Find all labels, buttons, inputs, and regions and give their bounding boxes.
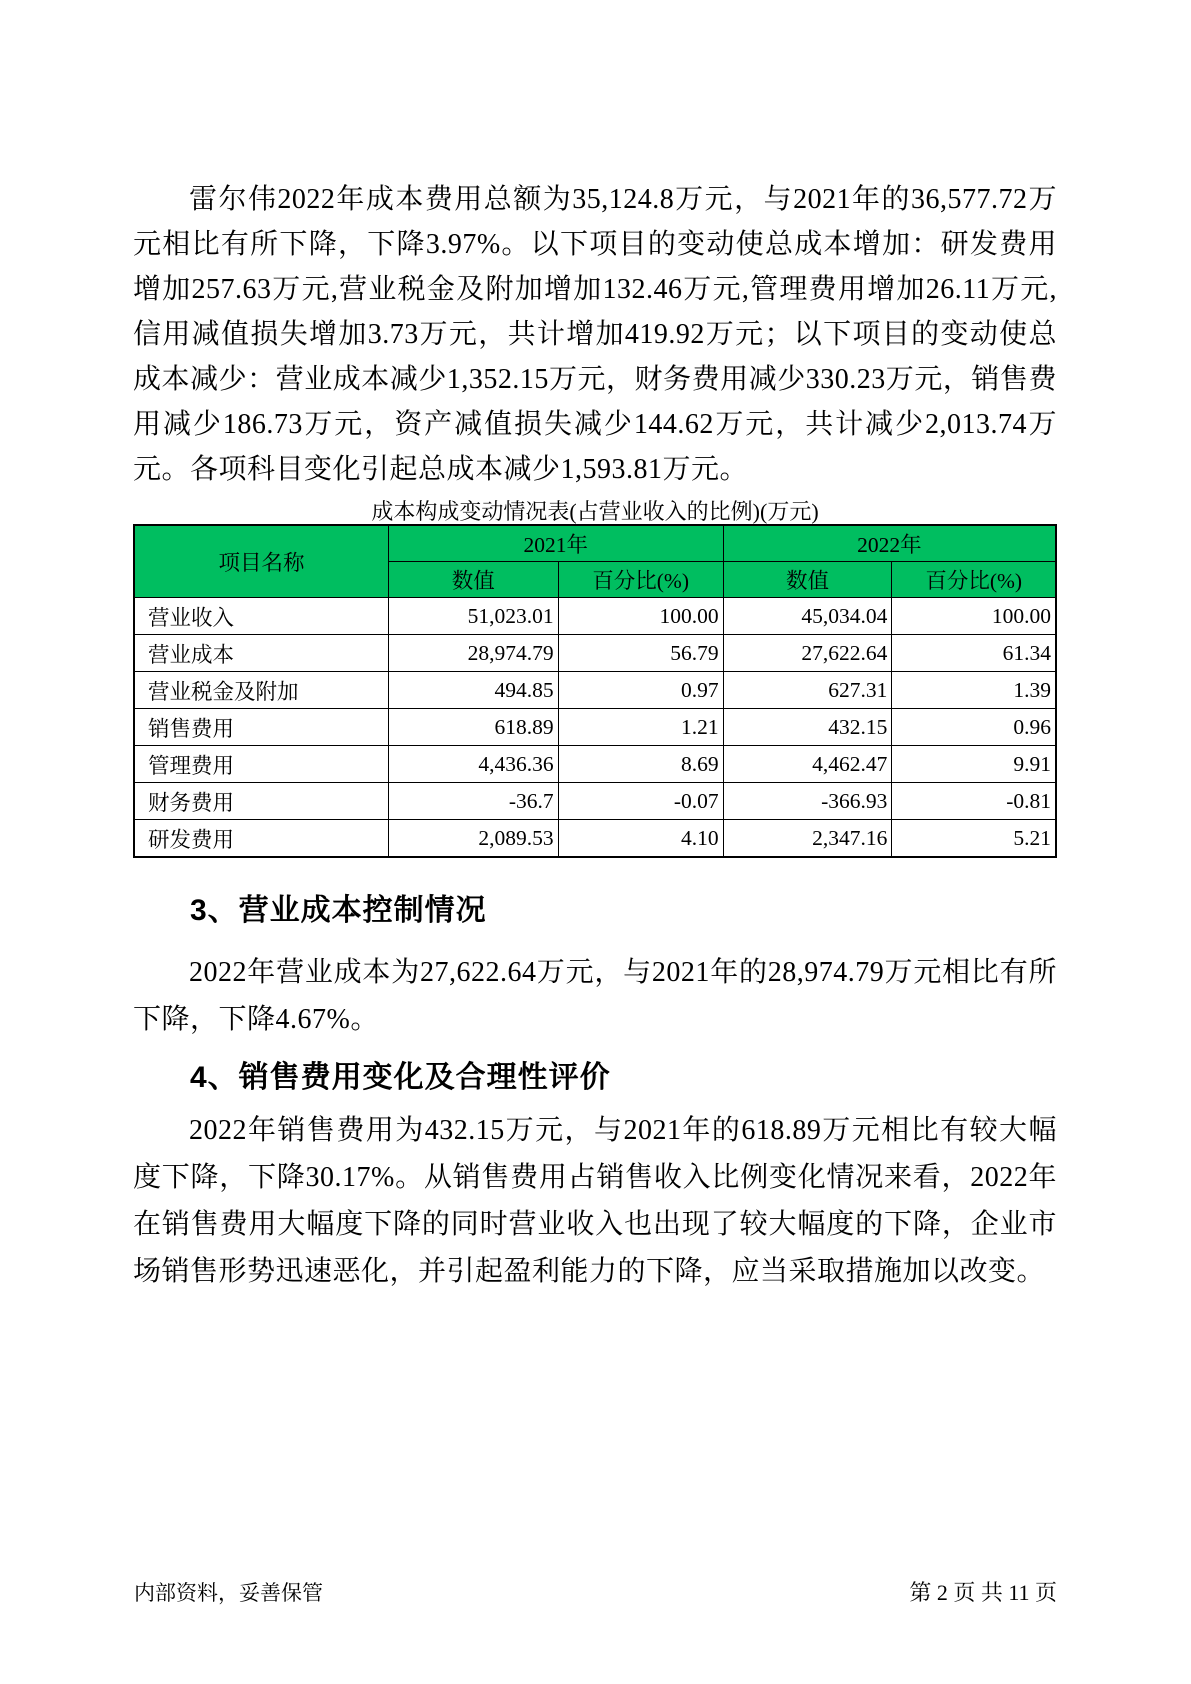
value-2022: 2,347.16 [723,820,892,858]
table-row [134,709,1056,746]
selling-expense-paragraph: 2022年销售费用为432.15万元，与2021年的618.89万元相比有较大幅度下降，下降30.17%。从销售费用占销售收入比例变化情况来看，2022年在销售费用大幅度下降的同时营业收入也出现了较大幅度的下降，企业市场销售形势迅速恶化，并引起盈利能力的下降，应当采取措施加以改变。 [133,1115,1057,1287]
value-2021: 51,023.01 [388,598,558,635]
table-title: 成本构成变动情况表(占营业收入的比例)(万元) [371,499,819,524]
header-year-2022: 2022年 [723,525,1056,562]
pct-2021: 56.79 [558,635,723,672]
value-2021: 4,436.36 [388,746,558,783]
row-label: 营业收入 [134,598,388,635]
table-header-row-years [134,525,1056,562]
footer-confidential-note: 内部资料，妥善保管 [134,1582,323,1605]
pct-2022: 100.00 [892,598,1056,635]
pct-2022: 61.34 [892,635,1056,672]
row-label: 财务费用 [134,783,388,820]
pct-2022: -0.81 [892,783,1056,820]
header-item-name: 项目名称 [134,525,388,598]
pct-2022: 9.91 [892,746,1056,783]
pct-2021: -0.07 [558,783,723,820]
row-label: 管理费用 [134,746,388,783]
section-heading-cost-control: 3、营业成本控制情况 [190,894,487,927]
value-2022: 27,622.64 [723,635,892,672]
value-2021: 618.89 [388,709,558,746]
row-label: 销售费用 [134,709,388,746]
table-row [134,672,1056,709]
pct-2021: 8.69 [558,746,723,783]
value-2021: -36.7 [388,783,558,820]
row-label: 研发费用 [134,820,388,858]
header-percent-2021: 百分比(%) [558,562,723,598]
value-2022: 432.15 [723,709,892,746]
pct-2021: 4.10 [558,820,723,858]
table-row [134,635,1056,672]
table-row [134,746,1056,783]
value-2021: 2,089.53 [388,820,558,858]
table-row [134,598,1056,635]
section-heading-selling-expense: 4、销售费用变化及合理性评价 [190,1061,611,1094]
pct-2021: 100.00 [558,598,723,635]
value-2022: -366.93 [723,783,892,820]
row-label: 营业成本 [134,635,388,672]
cost-structure-table [133,524,1057,858]
pct-2022: 0.96 [892,709,1056,746]
header-year-2021: 2021年 [388,525,723,562]
value-2022: 45,034.04 [723,598,892,635]
value-2022: 4,462.47 [723,746,892,783]
pct-2021: 1.21 [558,709,723,746]
table-row [134,783,1056,820]
header-value-2022: 数值 [723,562,892,598]
table-header [134,525,1056,598]
header-percent-2022: 百分比(%) [892,562,1056,598]
footer-page-number: 第 2 页 共 11 页 [909,1580,1057,1605]
value-2022: 627.31 [723,672,892,709]
table-body [134,598,1056,858]
value-2021: 28,974.79 [388,635,558,672]
value-2021: 494.85 [388,672,558,709]
table-row [134,820,1056,858]
pct-2022: 1.39 [892,672,1056,709]
header-value-2021: 数值 [388,562,558,598]
pct-2021: 0.97 [558,672,723,709]
cost-overview-paragraph: 雷尔伟2022年成本费用总额为35,124.8万元，与2021年的36,577.72万元相比有所下降，下降3.97%。以下项目的变动使总成本增加：研发费用增加257.63万元,营业税金及附加增加132.46万元,管理费用增加26.11万元,信用减值损失增加3.73万元，共计增加419.92万元；以下项目的变动使总成本减少：营业成本减少1,352.15万元，财务费用减少330.23万元，销售费用减少186.73万元，资产减值损失减少144.62万元，共计减少2,013.74万元。各项科目变化引起总成本减少1,593.81万元。 [133,184,1057,485]
cost-control-paragraph: 2022年营业成本为27,622.64万元，与2021年的28,974.79万元相比有所下降，下降4.67%。 [133,957,1057,1035]
row-label: 营业税金及附加 [134,672,388,709]
pct-2022: 5.21 [892,820,1056,858]
